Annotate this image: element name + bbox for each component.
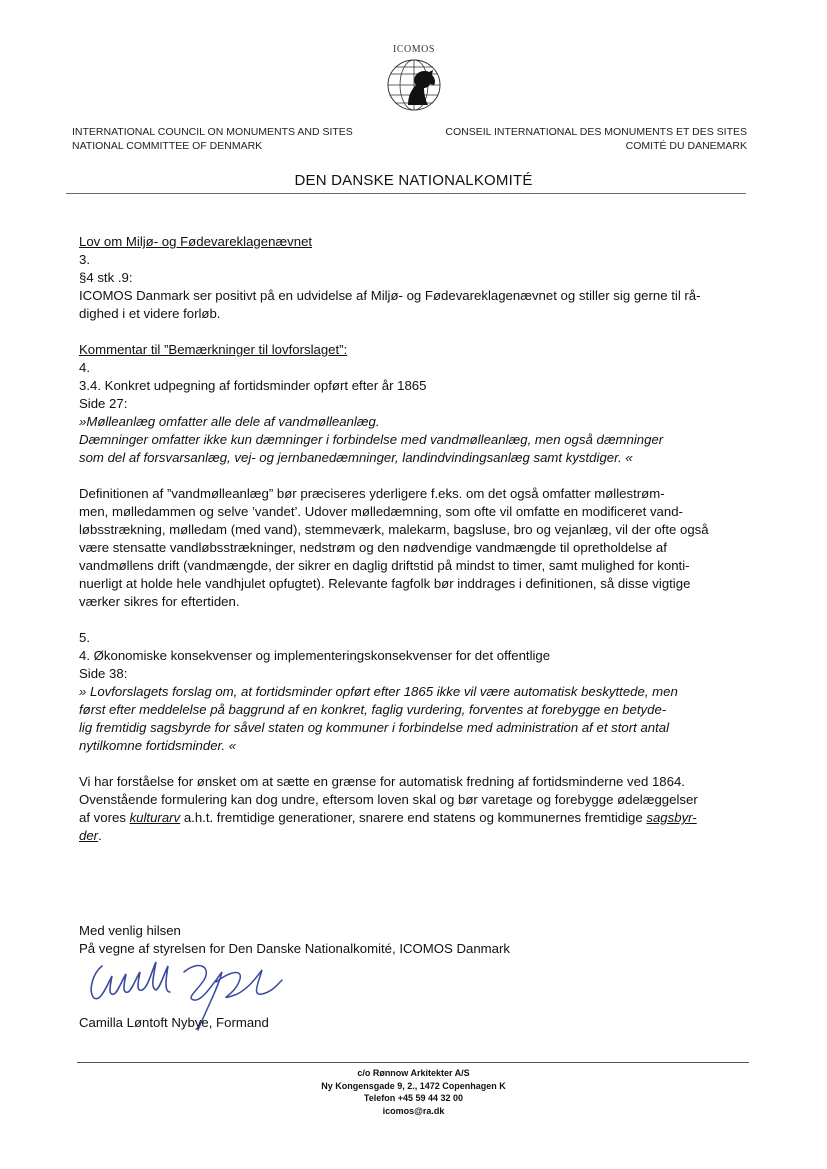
section-4-text-4: være stensatte vandløbsstrækninger, nedstrøm og den nødvendige vandmængde til opretholdelse af bbox=[79, 540, 667, 555]
section-5-text-2: Ovenstående formulering kan dog undre, eftersom loven skal og bør varetage og forebygge ødelæggelser bbox=[79, 792, 698, 807]
section-3-heading: Lov om Miljø- og Fødevareklagenævnet bbox=[79, 234, 313, 249]
kulturarv-term: kulturarv bbox=[129, 810, 181, 825]
footer-address-co: c/o Rønnow Arkitekter A/S bbox=[357, 1068, 470, 1078]
section-4-text-5: vandmøllens drift (vandmængde, der sikrer en daglig driftstid på mindst to timer, samt mulighed for konti- bbox=[79, 558, 690, 573]
closing-greeting: Med venlig hilsen bbox=[79, 923, 181, 938]
footer-divider bbox=[77, 1062, 749, 1063]
header-divider bbox=[66, 193, 746, 194]
header-left bbox=[72, 125, 353, 153]
section-5-subheading: 4. Økonomiske konsekvenser og implementeringskonsekvenser for det offentlige bbox=[79, 648, 551, 663]
document-title: DEN DANSKE NATIONALKOMITÉ bbox=[294, 172, 533, 189]
section-5-number: 5. bbox=[79, 630, 90, 645]
committee-name-en: NATIONAL COMMITTEE OF DENMARK bbox=[72, 140, 263, 152]
section-4-page: Side 27: bbox=[79, 396, 128, 411]
committee-name-fr: COMITÉ DU DANEMARK bbox=[625, 140, 747, 152]
section-4-subheading: 3.4. Konkret udpegning af fortidsminder opført efter år 1865 bbox=[79, 378, 427, 393]
section-4-quote-3: som del af forsvarsanlæg, vej- og jernbanedæmninger, landindvindingsanlæg samt kystdiger. « bbox=[79, 450, 633, 465]
section-4-heading: Kommentar til ”Bemærkninger til lovforslaget”: bbox=[79, 342, 348, 357]
sagsbyrder-term-part2: der bbox=[79, 828, 99, 843]
globe-horse-icon bbox=[386, 57, 442, 113]
closing-on-behalf: På vegne af styrelsen for Den Danske Nationalkomité, ICOMOS Danmark bbox=[79, 941, 510, 956]
section-5-quote-4: nytilkomne fortidsminder. « bbox=[79, 738, 237, 753]
section-3-text-1: ICOMOS Danmark ser positivt på en udvidelse af Miljø- og Fødevareklagenævnet og stiller sig gerne til rå- bbox=[79, 288, 701, 303]
section-3-ref: §4 stk .9: bbox=[79, 270, 133, 285]
section-5-quote-3: lig fremtidig sagsbyrde for såvel staten og kommuner i forbindelse med administration af et stort antal bbox=[79, 720, 670, 735]
signer-name: Camilla Løntoft Nybye, Formand bbox=[79, 1015, 269, 1030]
section-3-text-2: dighed i et videre forløb. bbox=[79, 306, 221, 321]
section-3-number: 3. bbox=[79, 252, 90, 267]
letter-body bbox=[79, 233, 749, 845]
footer-email: icomos@ra.dk bbox=[382, 1105, 445, 1116]
org-name-en: INTERNATIONAL COUNCIL ON MONUMENTS AND SITES bbox=[72, 126, 353, 138]
section-5-text-3: af vores kulturarv a.h.t. fremtidige generationer, snarere end statens og kommunernes fremtidige sagsbyr- bbox=[79, 810, 697, 825]
section-4-text-3: løbsstrækning, mølledam (med vand), stemmeværk, malekarm, bagsluse, bro og vejanlæg, vil der ofte også bbox=[79, 522, 709, 537]
section-4-text-6: nuerligt at holde hele vandhjulet opfugtet). Relevante fagfolk bør inddrages i definitionen, så disse vigtige bbox=[79, 576, 691, 591]
section-5-text-4: der. bbox=[79, 828, 102, 843]
section-4-text-1: Definitionen af ”vandmølleanlæg” bør præciseres yderligere f.eks. om det også omfatter møllestrøm- bbox=[79, 486, 665, 501]
section-4-text-2: men, mølledammen og selve ’vandet’. Udover mølledæmning, som ofte vil omfatte en modificeret vand- bbox=[79, 504, 683, 519]
sagsbyrder-term-part1: sagsbyr- bbox=[646, 810, 697, 825]
icomos-logo bbox=[384, 44, 444, 113]
org-name-fr: CONSEIL INTERNATIONAL DES MONUMENTS ET DES SITES bbox=[445, 126, 747, 138]
section-5-quote-2: først efter meddelelse på baggrund af en konkret, faglig vurdering, forventes at forebygge en betyde- bbox=[79, 702, 667, 717]
header-right bbox=[445, 125, 747, 153]
section-4-text-7: værker sikres for eftertiden. bbox=[79, 594, 240, 609]
section-4-quote-1: »Mølleanlæg omfatter alle dele af vandmølleanlæg. bbox=[79, 414, 380, 429]
section-4-quote-2: Dæmninger omfatter ikke kun dæmninger i forbindelse med vandmølleanlæg, men også dæmninger bbox=[79, 432, 664, 447]
section-5-text-1: Vi har forståelse for ønsket om at sætte en grænse for automatisk fredning af fortidsminderne ved 1864. bbox=[79, 774, 685, 789]
footer-phone: Telefon +45 59 44 32 00 bbox=[363, 1093, 464, 1103]
footer bbox=[0, 1067, 827, 1117]
section-5-page: Side 38: bbox=[79, 666, 128, 681]
logo-title: ICOMOS bbox=[393, 44, 435, 55]
section-4-number: 4. bbox=[79, 360, 90, 375]
footer-address-street: Ny Kongensgade 9, 2., 1472 Copenhagen K bbox=[321, 1080, 506, 1091]
section-5-quote-1: » Lovforslagets forslag om, at fortidsminder opført efter 1865 ikke vil være automatisk beskyttede, men bbox=[79, 684, 678, 699]
